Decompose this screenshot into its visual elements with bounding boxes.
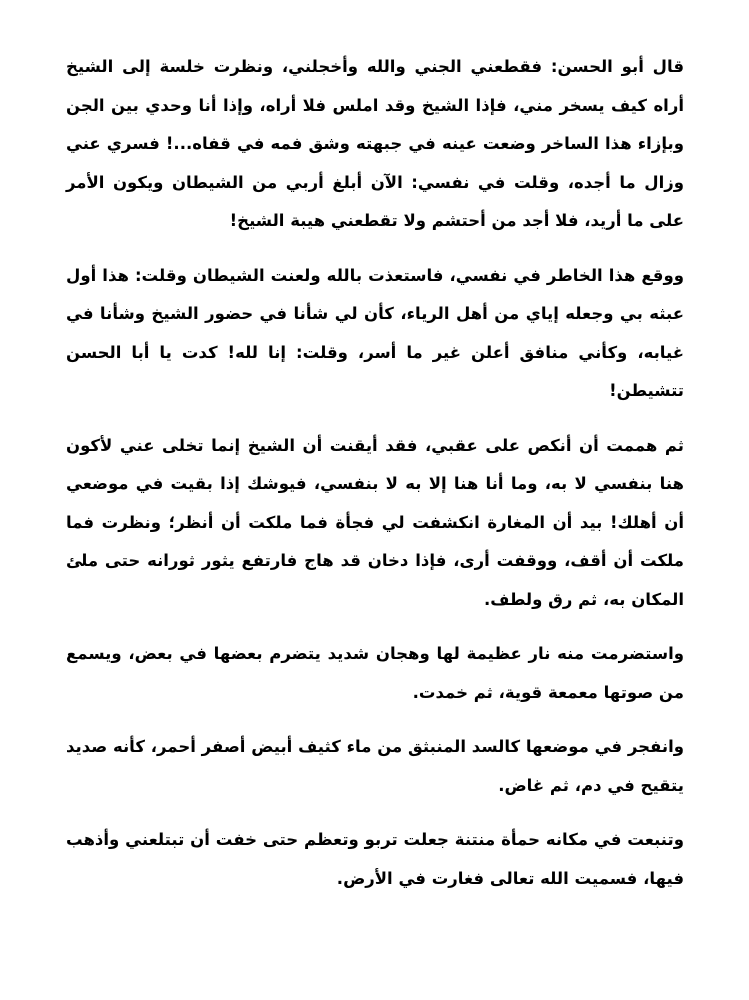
paragraph-4: واستضرمت منه نار عظيمة لها وهجان شديد يتضرم بعضها في بعض، ويسمع من صوتها معمعة قوية، ثم خمدت. <box>66 644 684 702</box>
paragraph-2: ووقع هذا الخاطر في نفسي، فاستعذت بالله ولعنت الشيطان وقلت: هذا أول عبثه بي وجعله إياي من أهل الرياء، كأن لي شأنا في حضور الشيخ وشأنا في غيابه، وكأني منافق أعلن غير ما أسر، وقلت: إنا لله! كدت يا أبا الحسن تتشيطن! <box>66 265 684 400</box>
paragraph-5: وانفجر في موضعها كالسد المنبثق من ماء كثيف أبيض أصفر أحمر، كأنه صديد يتقيح في دم، ثم غاض. <box>66 737 684 795</box>
document-page <box>66 48 684 914</box>
paragraph-1: قال أبو الحسن: فقطعني الجني والله وأخجلني، ونظرت خلسة إلى الشيخ أراه كيف يسخر مني، فإذا الشيخ وقد املس فلا أراه، وإذا أنا وحدي بين الجن وبإزاء هذا الساخر وضعت عينه في جبهته وشق فمه في قفاه...! فسري عني وزال ما أجده، وقلت في نفسي: الآن أبلغ أربي من الشيطان ويكون الأمر على ما أريد، فلا أجد من أحتشم ولا تقطعني هيبة الشيخ! <box>66 57 684 230</box>
paragraph-6: وتنبعت في مكانه حمأة منتنة جعلت تربو وتعظم حتى خفت أن تبتلعني وأذهب فيها، فسميت الله تعالى فغارت في الأرض. <box>66 830 684 888</box>
paragraph-3: ثم هممت أن أنكص على عقبي، فقد أيقنت أن الشيخ إنما تخلى عني لأكون هنا بنفسي لا به، وما أنا هنا إلا به لا بنفسي، فيوشك إذا بقيت في موضعي أن أهلك! بيد أن المغارة انكشفت لي فجأة فما ملكت أن أنظر؛ ونظرت فما ملكت أن أقف، ووقفت أرى، فإذا دخان قد هاج فارتفع يثور ثورانه حتى ملئ المكان به، ثم رق ولطف. <box>66 435 684 609</box>
